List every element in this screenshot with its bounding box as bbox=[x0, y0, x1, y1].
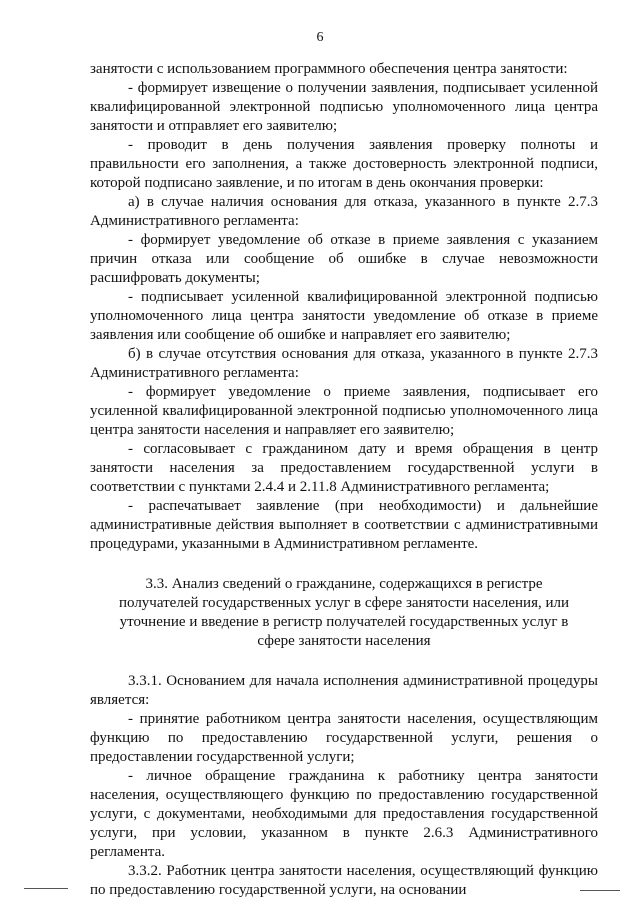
paragraph: а) в случае наличия основания для отказа, указанного в пункте 2.7.3 Административного регламента: bbox=[90, 194, 598, 229]
page-number: 6 bbox=[316, 30, 324, 45]
paragraph: - проводит в день получения заявления проверку полноты и правильности его заполнения, а также достоверность электронной подписи, которой подписано заявление, и по итогам в день окончания проверки: bbox=[90, 137, 598, 191]
paragraph: занятости с использованием программного обеспечения центра занятости: bbox=[90, 61, 568, 77]
document-body bbox=[90, 60, 598, 900]
footer-rule-right bbox=[580, 890, 620, 891]
section-heading: 3.3. Анализ сведений о гражданине, содержащихся в регистре получателей государственных услуг в сфере занятости населения, или уточнение и введение в регистр получателей государственных услуг в сфере занятости населения bbox=[118, 576, 570, 649]
paragraph: б) в случае отсутствия основания для отказа, указанного в пункте 2.7.3 Административного регламента: bbox=[90, 346, 598, 381]
footer-rule-left bbox=[24, 888, 68, 889]
paragraph: - подписывает усиленной квалифицированной электронной подписью уполномоченного лица центра занятости уведомление об отказе в приеме заявления или сообщение об ошибке и направляет его заявителю; bbox=[90, 289, 598, 343]
paragraph: 3.3.2. Работник центра занятости населения, осуществляющий функцию по предоставлению государственной услуги, на основании bbox=[90, 863, 598, 898]
paragraph: - принятие работником центра занятости населения, осуществляющим функцию по предоставлению государственной услуги, решения о предоставлении государственной услуги; bbox=[90, 711, 598, 765]
paragraph: - формирует уведомление об отказе в приеме заявления с указанием причин отказа или сообщение об ошибке в случае невозможности расшифровать документы; bbox=[90, 232, 598, 286]
paragraph: 3.3.1. Основанием для начала исполнения административной процедуры является: bbox=[90, 673, 598, 708]
paragraph: - формирует извещение о получении заявления, подписывает усиленной квалифицированной электронной подписью уполномоченного лица центра занятости и отправляет его заявителю; bbox=[90, 80, 598, 134]
paragraph: - личное обращение гражданина к работнику центра занятости населения, осуществляющего функцию по предоставлению государственной услуги, с документами, необходимыми для предоставления государственной услуги, при условии, указанном в пункте 2.6.3 Административного регламента. bbox=[90, 768, 598, 860]
paragraph: - формирует уведомление о приеме заявления, подписывает его усиленной квалифицированной электронной подписью уполномоченного лица центра занятости населения и направляет его заявителю; bbox=[90, 384, 598, 438]
paragraph: - распечатывает заявление (при необходимости) и дальнейшие административные действия выполняет в соответствии с административными процедурами, указанными в Административном регламенте. bbox=[90, 498, 598, 552]
paragraph: - согласовывает с гражданином дату и время обращения в центр занятости населения за предоставлением государственной услуги в соответствии с пунктами 2.4.4 и 2.11.8 Административного регламента; bbox=[90, 441, 598, 495]
